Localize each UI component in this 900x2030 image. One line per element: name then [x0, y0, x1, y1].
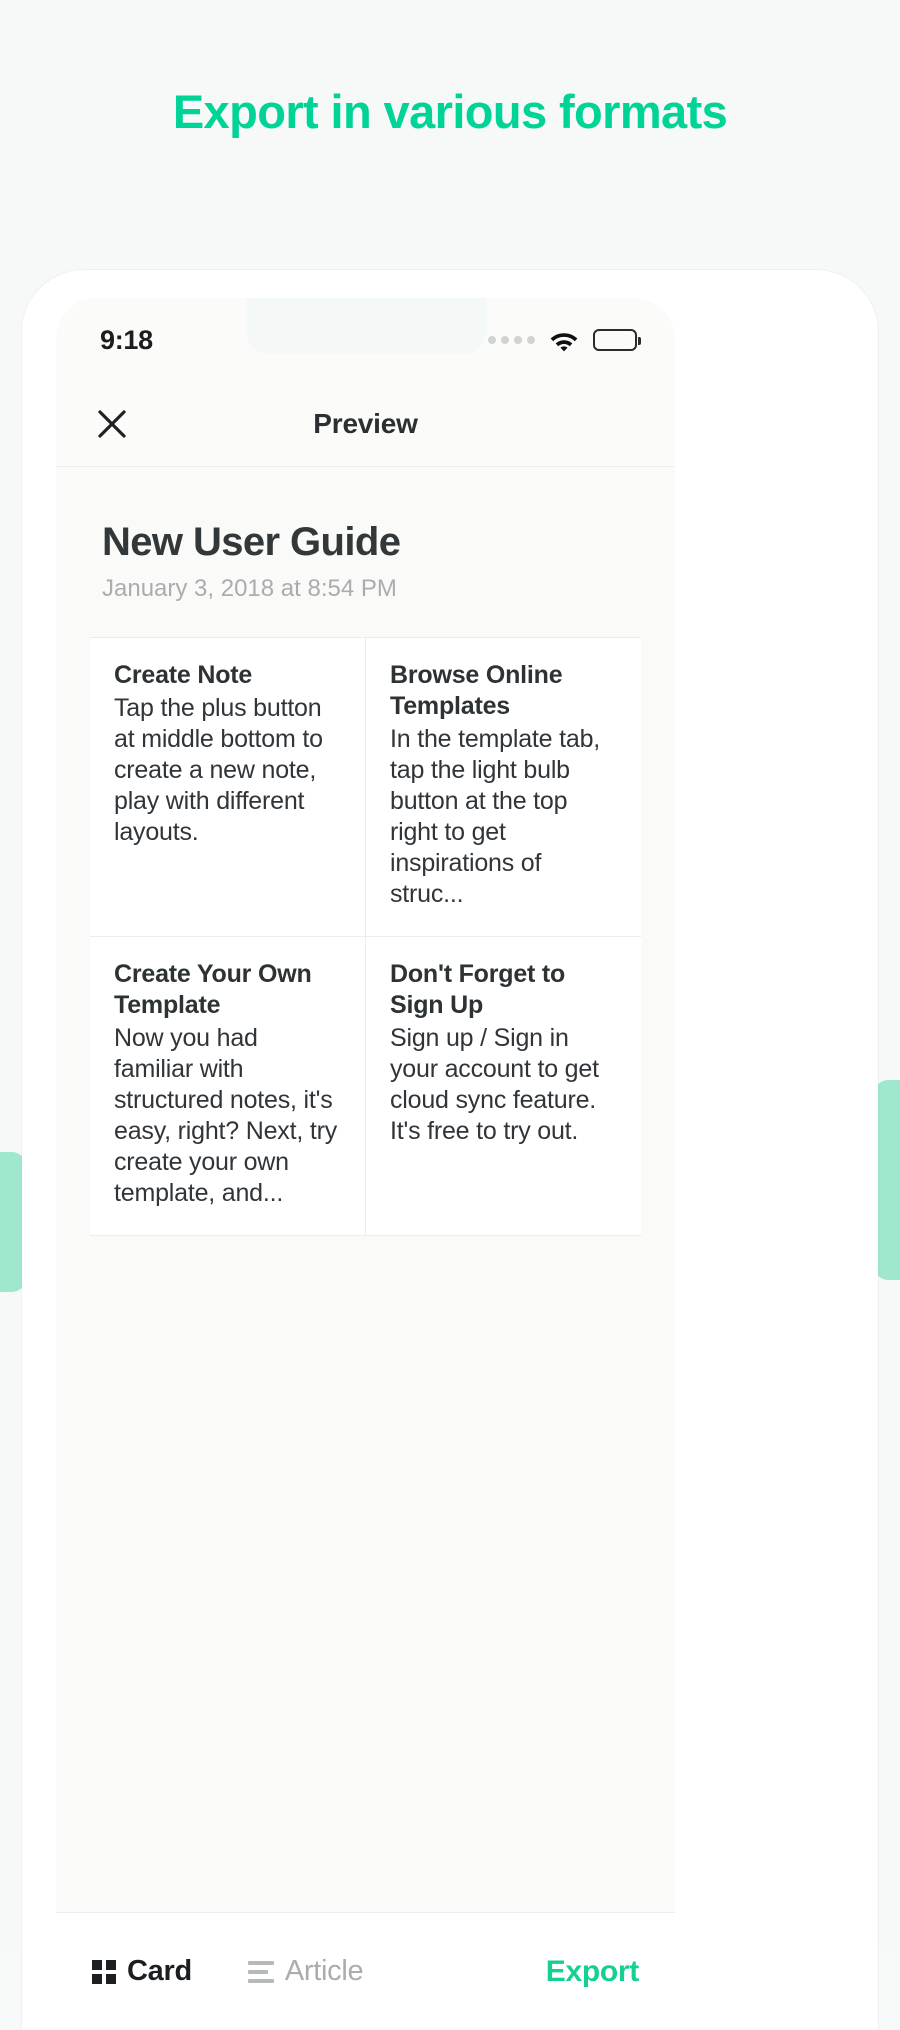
status-icons — [488, 329, 637, 351]
phone-frame — [22, 270, 878, 2030]
page-title: Preview — [313, 408, 418, 439]
tab-article[interactable] — [248, 1955, 363, 1988]
wifi-icon — [549, 329, 579, 351]
lines-icon — [248, 1961, 274, 1983]
export-button[interactable]: Export — [545, 1954, 639, 1988]
status-bar — [56, 298, 675, 382]
card-body: Tap the plus button at middle bottom to create a new note, play with different layouts. — [114, 694, 323, 846]
card-title: Create Your Own Template — [114, 960, 312, 1019]
card-item[interactable] — [366, 638, 641, 936]
preview-content — [56, 468, 675, 1912]
bottom-toolbar — [56, 1912, 675, 2030]
nav-bar — [56, 382, 675, 467]
grid-icon — [92, 1960, 116, 1984]
card-item[interactable] — [90, 937, 365, 1235]
card-item[interactable] — [366, 937, 641, 1235]
tab-article-label: Article — [284, 1955, 364, 1987]
card-title: Browse Online Templates — [390, 661, 563, 720]
page-headline: Export in various formats — [172, 85, 728, 138]
phone-screen — [56, 298, 675, 2030]
tab-card[interactable] — [92, 1955, 192, 1988]
card-item[interactable] — [90, 638, 365, 936]
close-icon[interactable] — [94, 406, 130, 442]
tab-card-label: Card — [127, 1955, 192, 1987]
battery-full-icon — [593, 329, 637, 351]
card-body: In the template tab, tap the light bulb button at the top right to get inspirations of struc... — [390, 725, 601, 908]
card-title: Create Note — [114, 661, 253, 689]
document-title: New User Guide — [102, 520, 401, 564]
card-grid — [90, 637, 641, 1236]
document-date: January 3, 2018 at 8:54 PM — [102, 575, 397, 602]
card-body: Now you had familiar with structured notes, it's easy, right? Next, try create your own template, and... — [114, 1024, 337, 1207]
card-title: Don't Forget to Sign Up — [390, 960, 566, 1019]
card-body: Sign up / Sign in your account to get cloud sync feature. It's free to try out. — [390, 1024, 599, 1145]
signal-dots-icon — [488, 336, 535, 344]
status-time: 9:18 — [100, 324, 153, 355]
